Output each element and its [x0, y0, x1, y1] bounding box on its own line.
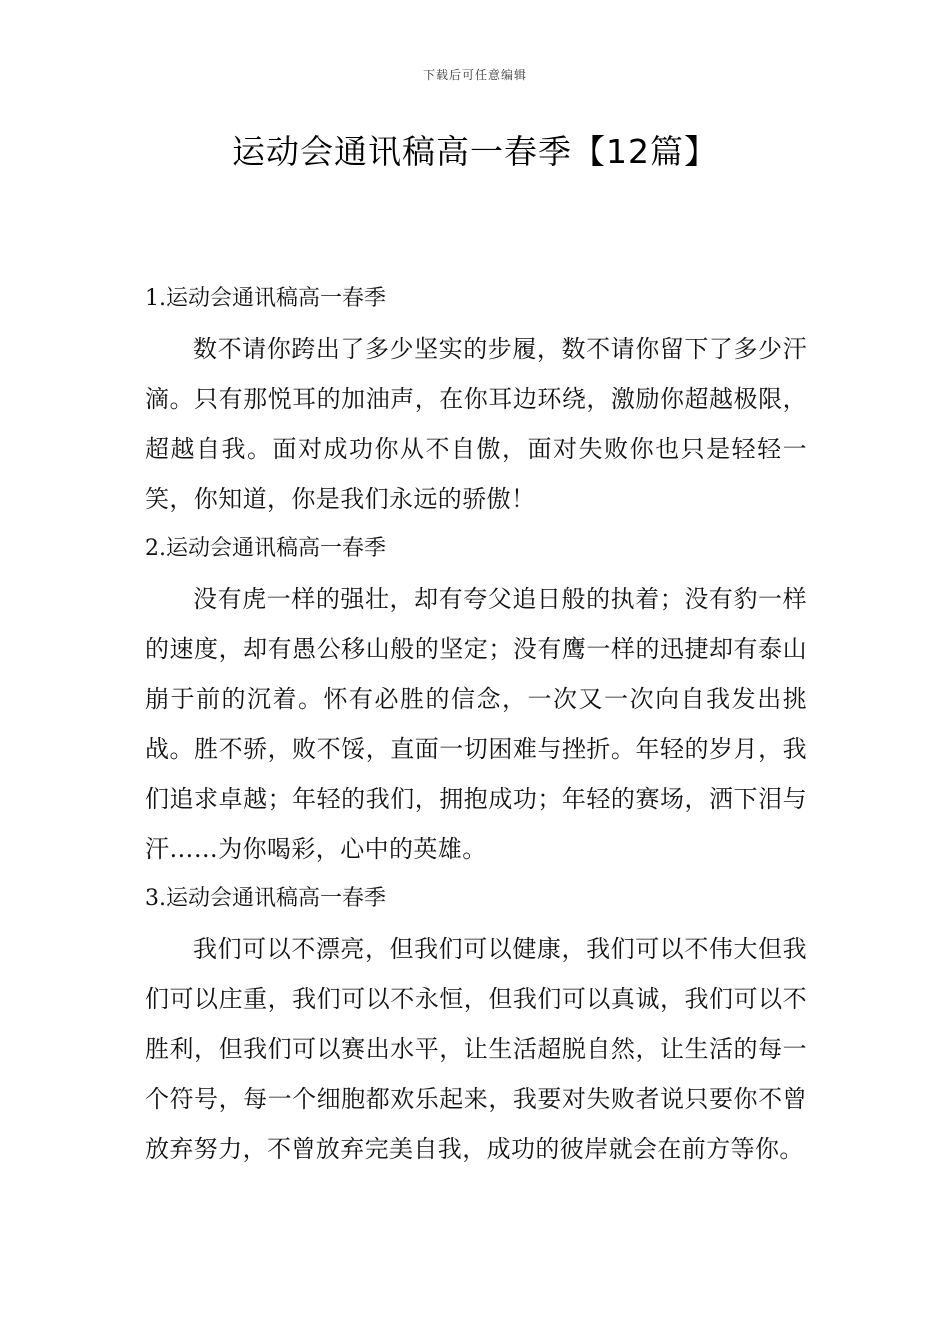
section-heading: 1.运动会通讯稿高一春季	[145, 286, 386, 311]
section-2	[145, 524, 807, 874]
document-body	[145, 274, 807, 1174]
section-paragraph: 数不请你跨出了多少坚实的步履，数不请你留下了多少汗滴。只有那悦耳的加油声，在你耳边环绕，激励你超越极限，超越自我。面对成功你从不自傲，面对失败你也只是轻轻一笑，你知道，你是我们永远的骄傲！	[145, 335, 807, 513]
section-heading: 2.运动会通讯稿高一春季	[145, 536, 386, 561]
section-3	[145, 874, 807, 1174]
section-paragraph: 我们可以不漂亮，但我们可以健康，我们可以不伟大但我们可以庄重，我们可以不永恒，但我们可以真诚，我们可以不胜利，但我们可以赛出水平，让生活超脱自然，让生活的每一个符号，每一个细胞都欢乐起来，我要对失败者说只要你不曾放弃努力，不曾放弃完美自我，成功的彼岸就会在前方等你。	[145, 935, 807, 1163]
document-title: 运动会通讯稿高一春季【12篇】	[232, 132, 718, 171]
section-1	[145, 274, 807, 524]
section-paragraph: 没有虎一样的强壮，却有夸父追日般的执着；没有豹一样的速度，却有愚公移山般的坚定；没有鹰一样的迅捷却有泰山崩于前的沉着。怀有必胜的信念，一次又一次向自我发出挑战。胜不骄，败不馁，直面一切困难与挫折。年轻的岁月，我们追求卓越；年轻的我们，拥抱成功；年轻的赛场，洒下泪与汗……为你喝彩，心中的英雄。	[145, 585, 807, 863]
section-heading: 3.运动会通讯稿高一春季	[145, 886, 386, 911]
header-note: 下载后可任意编辑	[422, 68, 527, 82]
